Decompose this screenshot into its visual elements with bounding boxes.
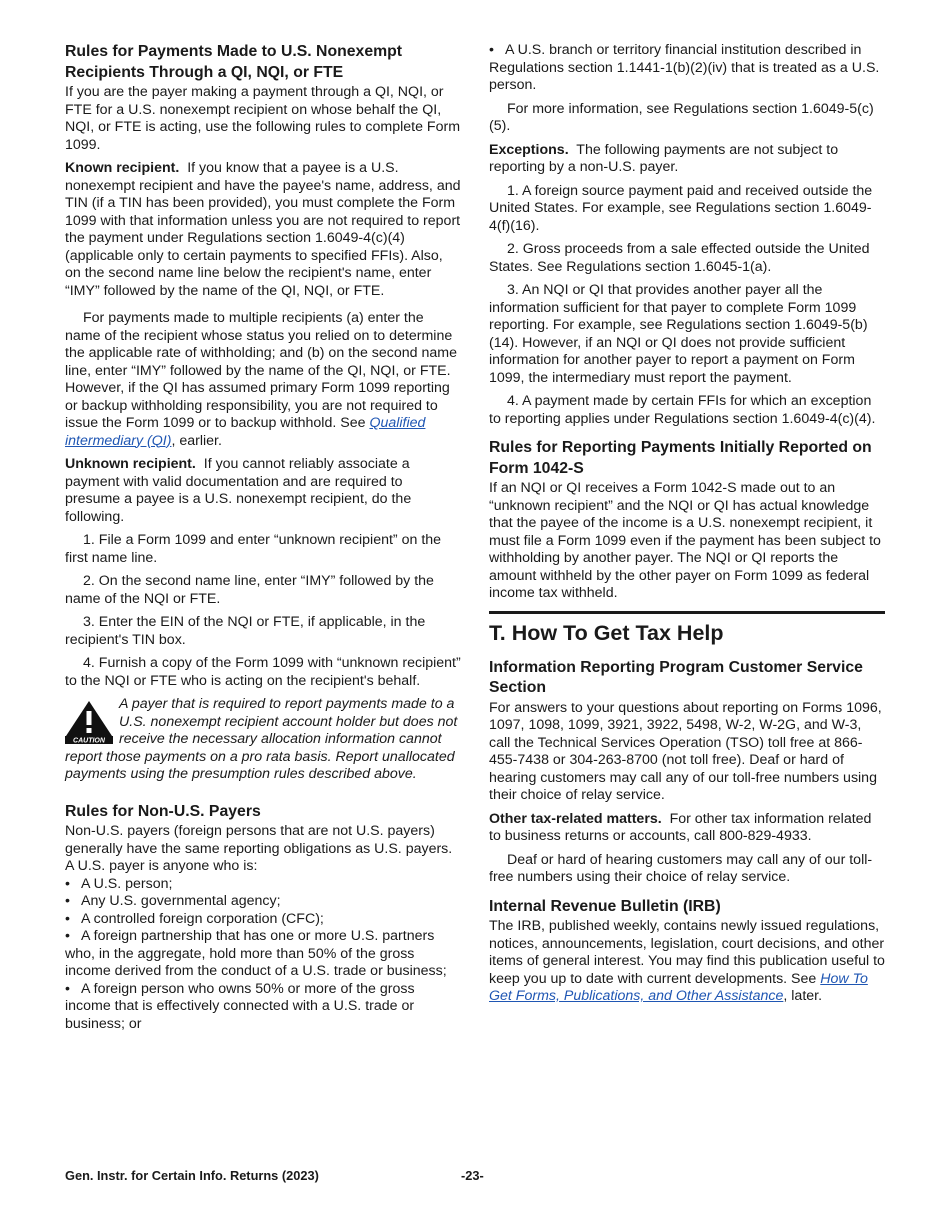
qualified-intermediary-link[interactable]: Qualified intermediary (QI) bbox=[65, 415, 426, 449]
step-item: 4. Furnish a copy of the Form 1099 with “unknown recipient” to the NQI or FTE who is acting on the recipient's behalf. bbox=[65, 655, 461, 689]
heading-irp: Information Reporting Program Customer Service Section bbox=[489, 658, 863, 696]
section-divider bbox=[489, 611, 885, 614]
other-matters-heading: Other tax-related matters. bbox=[489, 810, 662, 827]
page-number: -23- bbox=[461, 1168, 484, 1183]
multiple-recipients-text: For payments made to multiple recipients (a) enter the name of the recipient whose status you relied on to determine the applicable rate of withholding; and (b) on the second name line, enter “IMY” followed by the name of the QI, NQI, or FTE. However, if the QI has assumed primary Form 1099 reporting or backup withholding responsibility, you are not required to issue the Form 1099 or to backup withhold. See bbox=[65, 310, 457, 431]
heading-irb: Internal Revenue Bulletin (IRB) bbox=[489, 897, 721, 915]
heading-qi-nqi-fte: Rules for Payments Made to U.S. Nonexempt Recipients Through a QI, NQI, or FTE bbox=[65, 43, 403, 81]
caution-icon bbox=[65, 700, 113, 744]
exception-item: 1. A foreign source payment paid and received outside the United States. For example, see Regulations section 1.6049-4(f)(16). bbox=[489, 182, 873, 234]
list-item: • A U.S. person; bbox=[65, 875, 173, 892]
other-matters-text: For other tax information related to business returns or accounts, call 800-829-4933. bbox=[489, 810, 872, 844]
exception-item: 3. An NQI or QI that provides another payer all the information sufficient for that payer to complete Form 1099 reporting. For example, see Regulations section 1.6049-5(b)(14). However, if an NQI or QI does not provide sufficient information for another payer to report a payment on Form 1099, the intermediary must report the payment. bbox=[489, 282, 868, 386]
list-item: • A controlled foreign corporation (CFC); bbox=[65, 910, 324, 927]
list-item: • A foreign person who owns 50% or more of the gross income that is effectively connected with a U.S. trade or business; or bbox=[65, 980, 415, 1032]
exceptions-text: The following payments are not subject to reporting by a non-U.S. payer. bbox=[489, 141, 839, 175]
form-1042s-paragraph: If an NQI or QI receives a Form 1042-S made out to an “unknown recipient” and the NQI or QI has actual knowledge that the payee of the income is a U.S. nonexempt recipient, it must file a Form 1099 even if the payment has been subject to withholding by another payer. The NQI or QI reports the amount withheld by the other payer on Form 1099 as federal income tax withheld. bbox=[489, 480, 881, 601]
irp-paragraph: For answers to your questions about reporting on Forms 1096, 1097, 1098, 1099, 3921, 3922, 5498, W-2, W-2G, and W-3, call the Technical Services Operation (TSO) toll free at 866-455-7438 or 304-263-8700 (not toll free). Deaf or hard of hearing customers may call any of our toll-free numbers using their choice of relay service. bbox=[489, 699, 882, 803]
caution-note bbox=[65, 696, 461, 784]
step-item: 3. Enter the EIN of the NQI or FTE, if applicable, in the recipient's TIN box. bbox=[65, 614, 426, 648]
intro-paragraph: If you are the payer making a payment through a QI, NQI, or FTE for a U.S. nonexempt recipient on whose behalf the QI, NQI, or FTE is acting, use the following rules to complete Form 1099. bbox=[65, 84, 461, 153]
exceptions-paragraph bbox=[489, 142, 885, 177]
step-item: 1. File a Form 1099 and enter “unknown recipient” on the first name line. bbox=[65, 532, 442, 566]
irb-text: The IRB, published weekly, contains newly issued regulations, notices, announcements, legislation, court decisions, and other items of general interest. You may find this publication useful to keep you up to date with current developments. See bbox=[489, 918, 885, 987]
step-item: 2. On the second name line, enter “IMY” followed by the name of the NQI or FTE. bbox=[65, 573, 434, 607]
known-recipient-heading: Known recipient. bbox=[65, 160, 180, 176]
unknown-recipient-text: If you cannot reliably associate a payment with valid documentation and are required to presume a payee is a U.S. nonexempt recipient, do the following. bbox=[65, 456, 412, 525]
non-us-intro: Non-U.S. payers (foreign persons that are not U.S. payers) generally have the same reporting obligations as U.S. payers. A U.S. payer is anyone who is: bbox=[65, 823, 453, 874]
how-to-get-forms-link[interactable]: How To Get Forms, Publications, and Other Assistance bbox=[489, 970, 868, 1004]
footer-title: Gen. Instr. for Certain Info. Returns (2023) bbox=[65, 1168, 319, 1183]
list-item: • A U.S. branch or territory financial institution described in Regulations section 1.1441-1(b)(2)(iv) that is treated as a U.S. person. bbox=[489, 42, 880, 93]
exceptions-heading: Exceptions. bbox=[489, 141, 569, 158]
exception-item: 4. A payment made by certain FFIs for which an exception to reporting applies under Regulations section 1.6049-4(c)(4). bbox=[489, 393, 876, 427]
other-matters-paragraph bbox=[489, 811, 885, 846]
unknown-recipient-paragraph bbox=[65, 456, 461, 526]
list-item: • A foreign partnership that has one or more U.S. partners who, in the aggregate, hold more than 50% of the gross income derived from the conduct of a U.S. trade or business; bbox=[65, 928, 447, 979]
caution-label: CAUTION bbox=[73, 737, 105, 744]
heading-form-1042s: Rules for Reporting Payments Initially Reported on Form 1042-S bbox=[489, 439, 872, 477]
known-recipient-paragraph bbox=[65, 160, 461, 300]
more-info-paragraph: For more information, see Regulations section 1.6049-5(c)(5). bbox=[489, 100, 874, 134]
heading-non-us-payers: Rules for Non-U.S. Payers bbox=[65, 802, 261, 820]
right-column bbox=[489, 42, 885, 1012]
known-recipient-text: If you know that a payee is a U.S. nonexempt recipient and have the payee's name, address, and TIN (if a TIN has been provided), you must complete the Form 1099 with that information unless you are not required to report the payment under Regulations section 1.6049-4(c)(4) (applicable only to certain payments to specified FFIs). Also, on the second name line below the recipient's name, enter “IMY” followed by the name of the QI, NQI, or FTE. bbox=[65, 160, 461, 299]
section-title: T. How To Get Tax Help bbox=[489, 620, 724, 645]
left-column bbox=[65, 42, 461, 1033]
irb-tail: , later. bbox=[783, 988, 823, 1004]
unknown-recipient-heading: Unknown recipient. bbox=[65, 456, 196, 472]
relay-service-paragraph: Deaf or hard of hearing customers may call any of our toll-free numbers using their choice of relay service. bbox=[489, 851, 873, 885]
caution-text: A payer that is required to report payments made to a U.S. nonexempt recipient account holder but does not receive the necessary allocation information cannot report those payments on a pro rata basis. Report unallocated payments using the presumption rules described above. bbox=[65, 696, 458, 782]
multiple-recipients-paragraph bbox=[65, 310, 461, 450]
multiple-recipients-tail: , earlier. bbox=[171, 432, 222, 449]
exception-item: 2. Gross proceeds from a sale effected outside the United States. See Regulations section 1.6045-1(a). bbox=[489, 241, 870, 275]
list-item: • Any U.S. governmental agency; bbox=[65, 893, 281, 909]
irb-paragraph bbox=[489, 918, 885, 1006]
